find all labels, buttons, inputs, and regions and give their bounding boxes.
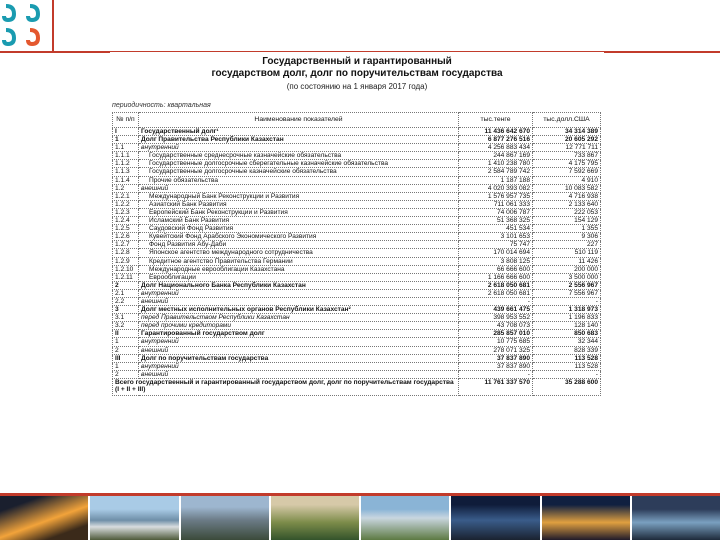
row-usd: 12 771 711 [533, 144, 601, 152]
row-usd: 850 683 [533, 330, 601, 338]
row-number: I [113, 128, 139, 136]
footer-photo-road [451, 496, 539, 540]
footer-photo-highway-night [0, 496, 88, 540]
table-row [113, 314, 601, 322]
table-row [113, 200, 601, 208]
photo-strip [0, 496, 720, 540]
row-usd: 227 [533, 241, 601, 249]
table-row [113, 306, 601, 314]
row-name: Кредитное агентство Правительства Германии [139, 257, 459, 265]
table-row [113, 297, 601, 305]
row-usd: 1 196 833 [533, 314, 601, 322]
table-row [113, 233, 601, 241]
table-row [113, 370, 601, 378]
row-tenge: - [459, 370, 533, 378]
row-tenge: 170 014 694 [459, 249, 533, 257]
footer-photo-industrial-plant [181, 496, 269, 540]
row-tenge: 37 837 890 [459, 354, 533, 362]
table-row [113, 168, 601, 176]
row-tenge: 398 953 552 [459, 314, 533, 322]
row-tenge: 451 534 [459, 225, 533, 233]
row-usd: 4 716 938 [533, 192, 601, 200]
row-name: внешний [139, 297, 459, 305]
row-usd: 1 318 973 [533, 306, 601, 314]
row-usd: 1 355 [533, 225, 601, 233]
doc-subtitle: (по состоянию на 1 января 2017 года) [286, 82, 428, 91]
row-name: внутренний [139, 289, 459, 297]
row-usd: 3 500 000 [533, 273, 601, 281]
row-name: Гарантированный государством долг [139, 330, 459, 338]
row-name: перед прочими кредиторами [139, 322, 459, 330]
row-tenge: 3 808 125 [459, 257, 533, 265]
row-tenge: 2 618 050 681 [459, 289, 533, 297]
row-tenge: 66 666 600 [459, 265, 533, 273]
row-name: Японское агентство международного сотрудничества [139, 249, 459, 257]
row-name: Долг по поручительствам государства [139, 354, 459, 362]
row-usd: 4 910 [533, 176, 601, 184]
doc-title-line2: государством долг, долг по поручительствам государства [211, 68, 503, 79]
row-usd: 34 314 389 [533, 128, 601, 136]
row-number: 1.1 [113, 144, 139, 152]
col-usd-header: тыс.долл.США [533, 113, 601, 128]
debt-table [112, 112, 601, 396]
row-name: Государственные долгосрочные казначейские обязательства [139, 168, 459, 176]
table-row [113, 249, 601, 257]
row-tenge: 2 584 789 742 [459, 168, 533, 176]
row-usd: 2 556 967 [533, 281, 601, 289]
row-number: 2.1 [113, 289, 139, 297]
row-number: 1.2.1 [113, 192, 139, 200]
row-usd: 510 119 [533, 249, 601, 257]
row-number: 2.2 [113, 297, 139, 305]
row-usd: 32 344 [533, 338, 601, 346]
row-name: Международный Банк Реконструкции и Развития [139, 192, 459, 200]
row-tenge: 75 747 [459, 241, 533, 249]
row-tenge: 6 877 276 516 [459, 136, 533, 144]
total-name: Всего государственный и гарантированный государством долг, долг по поручительствам государства (I + II + III) [113, 378, 459, 395]
row-usd: 4 175 795 [533, 160, 601, 168]
total-tenge: 11 761 337 570 [459, 378, 533, 395]
row-usd: 113 528 [533, 354, 601, 362]
row-tenge: 11 436 642 670 [459, 128, 533, 136]
row-number: 1.2.2 [113, 200, 139, 208]
row-tenge: 1 410 238 780 [459, 160, 533, 168]
row-tenge: 3 101 653 [459, 233, 533, 241]
table-row [113, 208, 601, 216]
row-tenge: 439 661 475 [459, 306, 533, 314]
footer-photo-city-night [542, 496, 630, 540]
row-name: Исламский Банк Развития [139, 217, 459, 225]
row-name: внутренний [139, 362, 459, 370]
row-number: 1.1.4 [113, 176, 139, 184]
row-usd: - [533, 297, 601, 305]
row-usd: 11 426 [533, 257, 601, 265]
row-usd: 113 528 [533, 362, 601, 370]
table-row [113, 152, 601, 160]
table-row [113, 184, 601, 192]
row-name: Государственные среднесрочные казначейские обязательства [139, 152, 459, 160]
row-tenge: 278 071 325 [459, 346, 533, 354]
row-name: Саудовский Фонд Развития [139, 225, 459, 233]
row-name: Государственные долгосрочные сберегательные казначейские обязательства [139, 160, 459, 168]
footer-photo-high-speed-train [90, 496, 178, 540]
table-row [113, 160, 601, 168]
table-row [113, 281, 601, 289]
table-row [113, 362, 601, 370]
col-no-header: № п/п [113, 113, 139, 128]
row-usd: - [533, 370, 601, 378]
row-name: Азиатский Банк Развития [139, 200, 459, 208]
row-number: 1.2.3 [113, 208, 139, 216]
table-row [113, 257, 601, 265]
row-number: 1.2.8 [113, 249, 139, 257]
row-number: 1 [113, 136, 139, 144]
row-name: внутренний [139, 144, 459, 152]
row-tenge: 285 857 010 [459, 330, 533, 338]
row-usd: 7 556 967 [533, 289, 601, 297]
table-row [113, 289, 601, 297]
row-number: 1.2.5 [113, 225, 139, 233]
row-tenge: 244 867 169 [459, 152, 533, 160]
row-number: II [113, 330, 139, 338]
doc-period: периодичность: квартальная [112, 102, 211, 109]
row-name: внешний [139, 184, 459, 192]
row-usd: 10 083 582 [533, 184, 601, 192]
row-number: 2 [113, 346, 139, 354]
row-number: 1.2 [113, 184, 139, 192]
table-row [113, 136, 601, 144]
row-name: внешний [139, 346, 459, 354]
row-tenge: 4 020 393 082 [459, 184, 533, 192]
table-row [113, 265, 601, 273]
row-name: Государственный долг¹ [139, 128, 459, 136]
table-row [113, 192, 601, 200]
row-tenge: 4 256 883 434 [459, 144, 533, 152]
table-row [113, 176, 601, 184]
row-number: 2 [113, 281, 139, 289]
row-usd: 222 053 [533, 208, 601, 216]
table-row [113, 241, 601, 249]
row-tenge: 43 708 073 [459, 322, 533, 330]
row-tenge: - [459, 297, 533, 305]
row-tenge: 711 061 333 [459, 200, 533, 208]
row-number: 2 [113, 370, 139, 378]
row-tenge: 37 837 890 [459, 362, 533, 370]
row-usd: 828 339 [533, 346, 601, 354]
total-row [113, 378, 601, 395]
row-name: Долг Правительства Республики Казахстан [139, 136, 459, 144]
header-divider [52, 0, 54, 53]
table-row [113, 346, 601, 354]
row-tenge: 1 187 188 [459, 176, 533, 184]
row-name: Прочие обязательства [139, 176, 459, 184]
row-number: 3.1 [113, 314, 139, 322]
row-number: 1.2.11 [113, 273, 139, 281]
row-tenge: 51 368 325 [459, 217, 533, 225]
row-tenge: 10 775 685 [459, 338, 533, 346]
footer-photo-landscape [361, 496, 449, 540]
table-row [113, 217, 601, 225]
row-usd: 733 867 [533, 152, 601, 160]
row-name: Долг Национального Банка Республики Казахстан [139, 281, 459, 289]
row-number: 1.1.2 [113, 160, 139, 168]
row-usd: 20 605 292 [533, 136, 601, 144]
table-row [113, 338, 601, 346]
row-usd: 9 306 [533, 233, 601, 241]
col-tenge-header: тыс.тенге [459, 113, 533, 128]
row-name: внутренний [139, 338, 459, 346]
row-usd: 7 592 669 [533, 168, 601, 176]
col-name-header: Наименование показателей [139, 113, 459, 128]
total-usd: 35 288 600 [533, 378, 601, 395]
footer-photo-harbor [632, 496, 720, 540]
row-number: 1.2.6 [113, 233, 139, 241]
row-tenge: 74 006 787 [459, 208, 533, 216]
table-row [113, 128, 601, 136]
table-row [113, 144, 601, 152]
row-number: III [113, 354, 139, 362]
row-name: Еврооблигации [139, 273, 459, 281]
row-name: Кувейтский Фонд Арабского Экономического Развития [139, 233, 459, 241]
row-number: 1.2.4 [113, 217, 139, 225]
row-name: Международные еврооблигации Казахстана [139, 265, 459, 273]
table-row [113, 354, 601, 362]
row-number: 3.2 [113, 322, 139, 330]
row-number: 3 [113, 306, 139, 314]
row-tenge: 1 166 666 600 [459, 273, 533, 281]
table-row [113, 322, 601, 330]
doc-title-line1: Государственный и гарантированный [262, 56, 452, 67]
row-number: 1.2.10 [113, 265, 139, 273]
row-number: 1 [113, 338, 139, 346]
footer-photo-stadium [271, 496, 359, 540]
table-row [113, 330, 601, 338]
row-name: внешний [139, 370, 459, 378]
row-name: перед Правительством Республики Казахстан [139, 314, 459, 322]
row-number: 1 [113, 362, 139, 370]
table-row [113, 225, 601, 233]
ornament-logo-icon [0, 0, 54, 54]
row-number: 1.1.1 [113, 152, 139, 160]
row-tenge: 1 576 957 735 [459, 192, 533, 200]
row-name: Европейский Банк Реконструкции и Развития [139, 208, 459, 216]
row-number: 1.2.7 [113, 241, 139, 249]
row-usd: 200 000 [533, 265, 601, 273]
row-usd: 2 133 640 [533, 200, 601, 208]
row-name: Долг местных исполнительных органов Республики Казахстан² [139, 306, 459, 314]
row-number: 1.2.9 [113, 257, 139, 265]
row-usd: 128 140 [533, 322, 601, 330]
row-name: Фонд Развития Абу-Даби [139, 241, 459, 249]
row-tenge: 2 618 050 681 [459, 281, 533, 289]
row-number: 1.1.3 [113, 168, 139, 176]
row-usd: 154 129 [533, 217, 601, 225]
debt-document [110, 52, 604, 492]
table-row [113, 273, 601, 281]
